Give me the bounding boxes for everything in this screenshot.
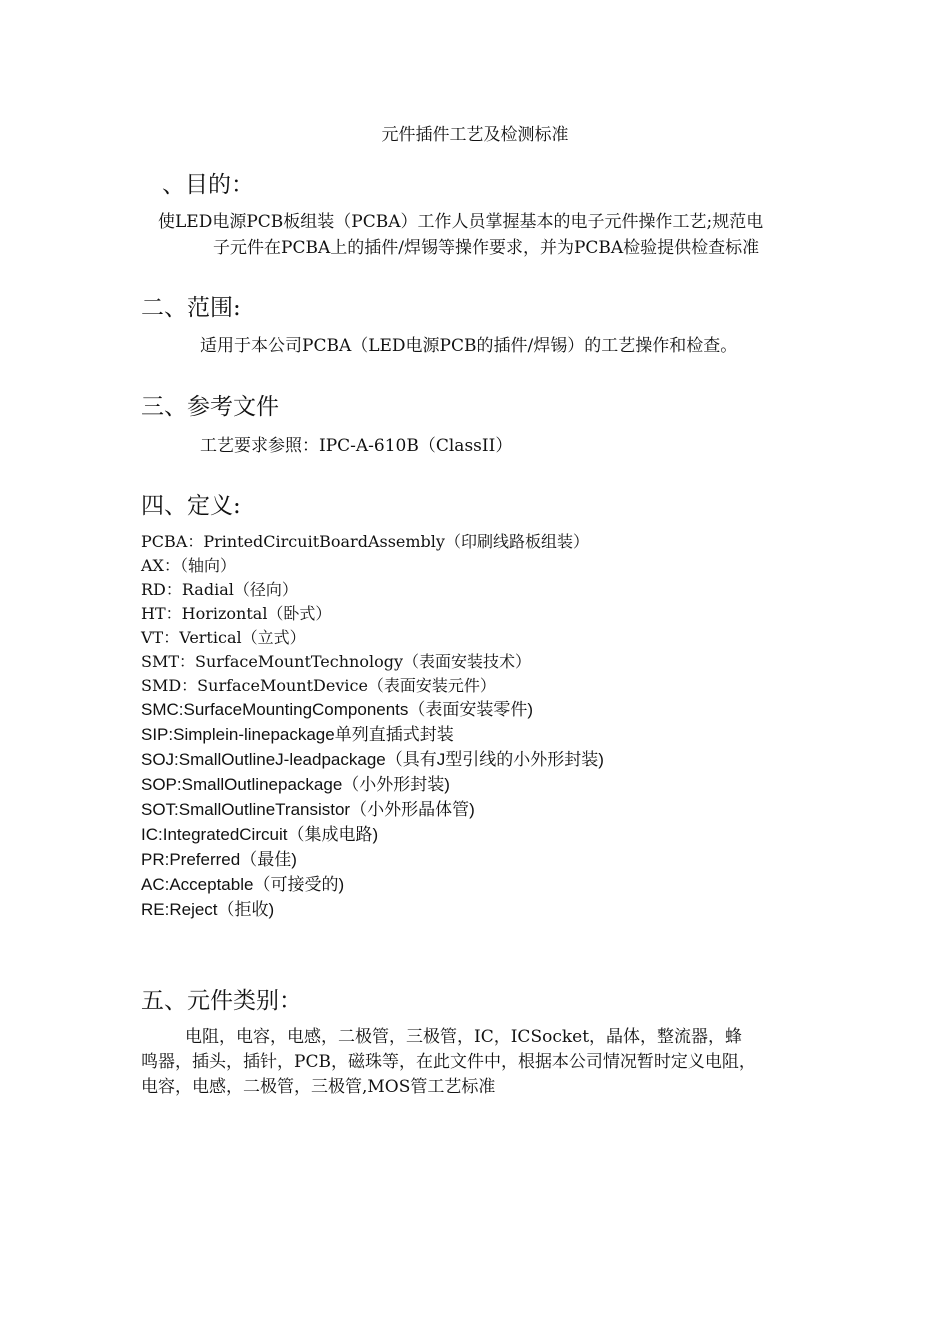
section-5-line-1: 电阻，电容，电感，二极管，三极管，IC，ICSocket，晶体，整流器，蜂 (185, 1027, 743, 1047)
section-1-heading: 、目的： (162, 172, 254, 198)
definition-item: SOP:SmallOutlinepackage（小外形封装) (141, 775, 450, 794)
section-1-line-2: 子元件在PCBA上的插件/焊锡等操作要求，并为PCBA检验提供检查标准 (213, 238, 760, 258)
definition-list-sans (141, 697, 604, 922)
section-4-heading: 四、定义: (141, 493, 241, 519)
definition-item: AX：（轴向） (141, 556, 236, 575)
section-5-line-3: 电容，电感，二极管，三极管,MOS管工艺标准 (141, 1077, 496, 1097)
section-3-text: 工艺要求参照：IPC-A-610B（ClassII） (200, 436, 513, 456)
definition-list-serif (141, 530, 589, 698)
section-3-heading: 三、参考文件 (141, 394, 279, 420)
definition-item: SOJ:SmallOutlineJ-leadpackage（具有J型引线的小外形封装) (141, 750, 604, 769)
section-5-line-2: 鸣器，插头，插针，PCB，磁珠等，在此文件中，根据本公司情况暂时定义电阻， (141, 1052, 756, 1072)
page-title: 元件插件工艺及检测标准 (381, 125, 569, 145)
definition-item: SMC:SurfaceMountingComponents（表面安装零件) (141, 700, 534, 719)
section-1-line-1: 使LED电源PCB板组装（PCBA）工作人员掌握基本的电子元件操作工艺;规范电 (158, 212, 764, 232)
definition-item: RE:Reject（拒收) (141, 900, 275, 919)
section-5-heading: 五、元件类别： (141, 988, 302, 1014)
definition-item: SMT：SurfaceMountTechnology（表面安装技术） (141, 652, 532, 671)
definition-item: VT：Vertical（立式） (141, 628, 306, 647)
definition-item: SOT:SmallOutlineTransistor（小外形晶体管) (141, 800, 475, 819)
definition-item: AC:Acceptable（可接受的) (141, 875, 345, 894)
definition-item: PR:Preferred（最佳) (141, 850, 297, 869)
definition-item: PCBA：PrintedCircuitBoardAssembly（印刷线路板组装） (141, 532, 589, 551)
definition-item: RD：Radial（径向） (141, 580, 298, 599)
definition-item: HT：Horizontal（卧式） (141, 604, 332, 623)
section-2-heading: 二、范围: (141, 295, 241, 321)
section-2-text: 适用于本公司PCBA（LED电源PCB的插件/焊锡）的工艺操作和检查。 (200, 336, 738, 356)
definition-item: SIP:Simplein-linepackage单列直插式封装 (141, 725, 454, 744)
definition-item: IC:IntegratedCircuit（集成电路) (141, 825, 379, 844)
definition-item: SMD：SurfaceMountDevice（表面安装元件） (141, 676, 496, 695)
